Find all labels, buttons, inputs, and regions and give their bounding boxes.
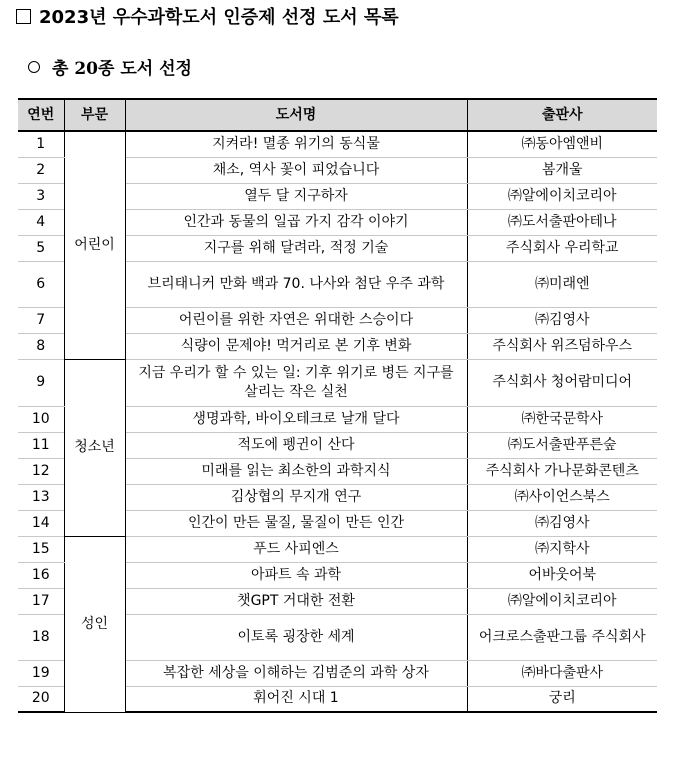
- book-publisher: ㈜지학사: [467, 536, 657, 562]
- book-no: 9: [18, 359, 64, 406]
- header-no: 연번: [18, 99, 64, 131]
- book-no: 10: [18, 406, 64, 432]
- book-no: 17: [18, 588, 64, 614]
- book-title: 지금 우리가 할 수 있는 일: 기후 위기로 병든 지구를 살리는 작은 실천: [125, 359, 467, 406]
- book-no: 19: [18, 660, 64, 686]
- book-no: 3: [18, 183, 64, 209]
- category-cell: 성인: [64, 536, 125, 712]
- book-no: 14: [18, 510, 64, 536]
- book-title: 복잡한 세상을 이해하는 김범준의 과학 상자: [125, 660, 467, 686]
- book-title: 식량이 문제야! 먹거리로 본 기후 변화: [125, 333, 467, 359]
- book-title: 인간이 만든 물질, 물질이 만든 인간: [125, 510, 467, 536]
- book-publisher: 주식회사 청어람미디어: [467, 359, 657, 406]
- book-publisher: 봄개울: [467, 157, 657, 183]
- book-no: 13: [18, 484, 64, 510]
- book-no: 11: [18, 432, 64, 458]
- book-title: 미래를 읽는 최소한의 과학지식: [125, 458, 467, 484]
- book-title: 어린이를 위한 자연은 위대한 스승이다: [125, 307, 467, 333]
- book-title: 이토록 굉장한 세계: [125, 614, 467, 660]
- table-row: [18, 536, 657, 562]
- book-publisher: ㈜바다출판사: [467, 660, 657, 686]
- book-publisher: 어바웃어북: [467, 562, 657, 588]
- book-title: 아파트 속 과학: [125, 562, 467, 588]
- table-body: [18, 131, 657, 712]
- book-publisher: ㈜사이언스북스: [467, 484, 657, 510]
- category-cell: 어린이: [64, 131, 125, 359]
- book-publisher: ㈜미래엔: [467, 261, 657, 307]
- header-category: 부문: [64, 99, 125, 131]
- book-title: 푸드 사피엔스: [125, 536, 467, 562]
- book-title: 지구를 위해 달려라, 적정 기술: [125, 235, 467, 261]
- checkbox-square-icon: [16, 9, 31, 24]
- book-no: 1: [18, 131, 64, 157]
- book-title: 적도에 펭귄이 산다: [125, 432, 467, 458]
- book-title: 챗GPT 거대한 전환: [125, 588, 467, 614]
- book-title: 브리태니커 만화 백과 70. 나사와 첨단 우주 과학: [125, 261, 467, 307]
- table-row: [18, 359, 657, 406]
- table-header-row: [18, 99, 657, 131]
- book-publisher: ㈜김영사: [467, 307, 657, 333]
- book-title: 김상협의 무지개 연구: [125, 484, 467, 510]
- book-publisher: ㈜도서출판푸른숲: [467, 432, 657, 458]
- page-title-text: 2023년 우수과학도서 인증제 선정 도서 목록: [39, 7, 399, 28]
- book-publisher: 주식회사 위즈덤하우스: [467, 333, 657, 359]
- subtitle: [28, 56, 192, 82]
- circle-bullet-icon: [28, 61, 40, 73]
- book-publisher: ㈜알에이치코리아: [467, 183, 657, 209]
- book-publisher: ㈜김영사: [467, 510, 657, 536]
- header-publisher: 출판사: [467, 99, 657, 131]
- book-title: 휘어진 시대 1: [125, 686, 467, 712]
- book-title: 지켜라! 멸종 위기의 동식물: [125, 131, 467, 157]
- book-no: 2: [18, 157, 64, 183]
- book-publisher: 궁리: [467, 686, 657, 712]
- book-no: 6: [18, 261, 64, 307]
- book-publisher: 주식회사 가나문화콘텐츠: [467, 458, 657, 484]
- subtitle-text: 총 20종 도서 선정: [52, 59, 192, 79]
- book-title: 열두 달 지구하자: [125, 183, 467, 209]
- book-publisher: 주식회사 우리학교: [467, 235, 657, 261]
- book-no: 16: [18, 562, 64, 588]
- book-title: 채소, 역사 꽃이 피었습니다: [125, 157, 467, 183]
- book-no: 8: [18, 333, 64, 359]
- book-title: 인간과 동물의 일곱 가지 감각 이야기: [125, 209, 467, 235]
- book-no: 12: [18, 458, 64, 484]
- book-list-table: [18, 98, 657, 713]
- page-title: [16, 4, 399, 32]
- book-publisher: 어크로스출판그룹 주식회사: [467, 614, 657, 660]
- book-title: 생명과학, 바이오테크로 날개 달다: [125, 406, 467, 432]
- book-no: 20: [18, 686, 64, 712]
- book-publisher: ㈜알에이치코리아: [467, 588, 657, 614]
- book-publisher: ㈜한국문학사: [467, 406, 657, 432]
- table-row: [18, 131, 657, 157]
- book-no: 4: [18, 209, 64, 235]
- book-no: 7: [18, 307, 64, 333]
- book-publisher: ㈜동아엠앤비: [467, 131, 657, 157]
- header-title: 도서명: [125, 99, 467, 131]
- book-publisher: ㈜도서출판아테나: [467, 209, 657, 235]
- book-no: 18: [18, 614, 64, 660]
- book-no: 15: [18, 536, 64, 562]
- category-cell: 청소년: [64, 359, 125, 536]
- book-no: 5: [18, 235, 64, 261]
